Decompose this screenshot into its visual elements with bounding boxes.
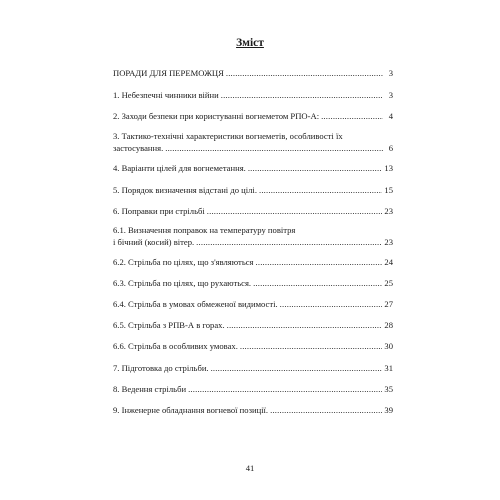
toc-entry-page: 25 xyxy=(384,278,393,288)
dot-leader xyxy=(270,405,382,417)
toc-entry-page: 6 xyxy=(388,142,393,153)
toc-entry[interactable] xyxy=(113,257,393,269)
toc-entry-page: 4 xyxy=(388,111,393,121)
dot-leader xyxy=(211,363,383,375)
toc-entry-page: 24 xyxy=(384,257,393,267)
toc-entry-page: 27 xyxy=(384,299,393,309)
toc-entry-text: 6.6. Стрільба в особливих умовах. xyxy=(113,341,238,351)
toc-entry-page: 31 xyxy=(384,363,393,373)
page-title: Зміст xyxy=(236,37,264,49)
toc-entry[interactable] xyxy=(113,163,393,175)
toc-entry-text: ПОРАДИ ДЛЯ ПЕРЕМОЖЦЯ xyxy=(113,68,224,78)
toc-entry-page: 3 xyxy=(388,90,393,100)
toc-entry[interactable] xyxy=(113,131,393,154)
toc-entry[interactable] xyxy=(113,225,393,248)
toc-entry-text: 6.2. Стрільба по цілях, що з'являються xyxy=(113,257,254,267)
dot-leader xyxy=(248,163,383,175)
dot-leader xyxy=(240,341,383,353)
toc-entry-text: 7. Підготовка до стрільби. xyxy=(113,363,209,373)
toc-entry-page: 28 xyxy=(384,320,393,330)
dot-leader xyxy=(256,257,383,269)
dot-leader xyxy=(221,90,383,102)
dot-leader xyxy=(227,320,383,332)
toc-entry-page: 13 xyxy=(384,163,393,173)
toc-entry[interactable] xyxy=(113,111,393,123)
toc-entry-text: 6. Поправки при стрільбі xyxy=(113,206,205,216)
toc-entry-page: 39 xyxy=(384,405,393,415)
toc-entry-page: 23 xyxy=(384,236,393,247)
toc-entry[interactable] xyxy=(113,68,393,80)
toc-entry[interactable] xyxy=(113,185,393,197)
toc-entry-text: 2. Заходи безпеки при користуванні вогнеметом РПО-А: xyxy=(113,111,320,121)
dot-leader xyxy=(226,68,383,80)
toc-entry[interactable] xyxy=(113,278,393,290)
toc-entry-text: 5. Порядок визначення відстані до цілі. xyxy=(113,185,257,195)
toc-entry-page: 15 xyxy=(384,185,393,195)
toc-entry-page: 35 xyxy=(384,384,393,394)
toc-entry[interactable] xyxy=(113,299,393,311)
dot-leader xyxy=(165,143,383,155)
toc-entry-first-line: 3. Тактико-технічні характеристики вогнеметів, особливості їх xyxy=(113,131,343,141)
dot-leader xyxy=(196,237,382,249)
toc-entry-page: 3 xyxy=(388,68,393,78)
toc-entry[interactable] xyxy=(113,405,393,417)
toc-entry-text: 1. Небезпечні чинники війни xyxy=(113,90,219,100)
toc-entry-page: 23 xyxy=(384,206,393,216)
toc-entry-text: і бічний (косий) вітер. xyxy=(113,236,195,247)
toc-entry[interactable] xyxy=(113,206,393,218)
toc-entry-first-line: 6.1. Визначення поправок на температуру повітря xyxy=(113,225,296,235)
dot-leader xyxy=(207,206,383,218)
toc-entry-text: 9. Інженерне обладнання вогневої позиції. xyxy=(113,405,269,415)
toc-entry-text: 4. Варіанти цілей для вогнеметання. xyxy=(113,163,246,173)
toc-entry[interactable] xyxy=(113,341,393,353)
toc-entry[interactable] xyxy=(113,363,393,375)
toc-entry-page: 30 xyxy=(384,341,393,351)
toc-entry-text: 6.4. Стрільба в умовах обмеженої видимості. xyxy=(113,299,278,309)
dot-leader xyxy=(280,299,383,311)
toc-entry[interactable] xyxy=(113,384,393,396)
toc-entry-text: 8. Ведення стрільби xyxy=(113,384,187,394)
toc-entry-text: 6.3. Стрільба по цілях, що рухаються. xyxy=(113,278,252,288)
dot-leader xyxy=(259,185,382,197)
dot-leader xyxy=(321,111,383,123)
dot-leader xyxy=(253,278,382,290)
page-number: 41 xyxy=(245,463,255,473)
toc-entry-text: застосування. xyxy=(113,142,164,153)
toc-entry-text: 6.5. Стрільба з РПВ-А в горах. xyxy=(113,320,225,330)
dot-leader xyxy=(188,384,382,396)
toc-entry[interactable] xyxy=(113,90,393,102)
toc-entry[interactable] xyxy=(113,320,393,332)
